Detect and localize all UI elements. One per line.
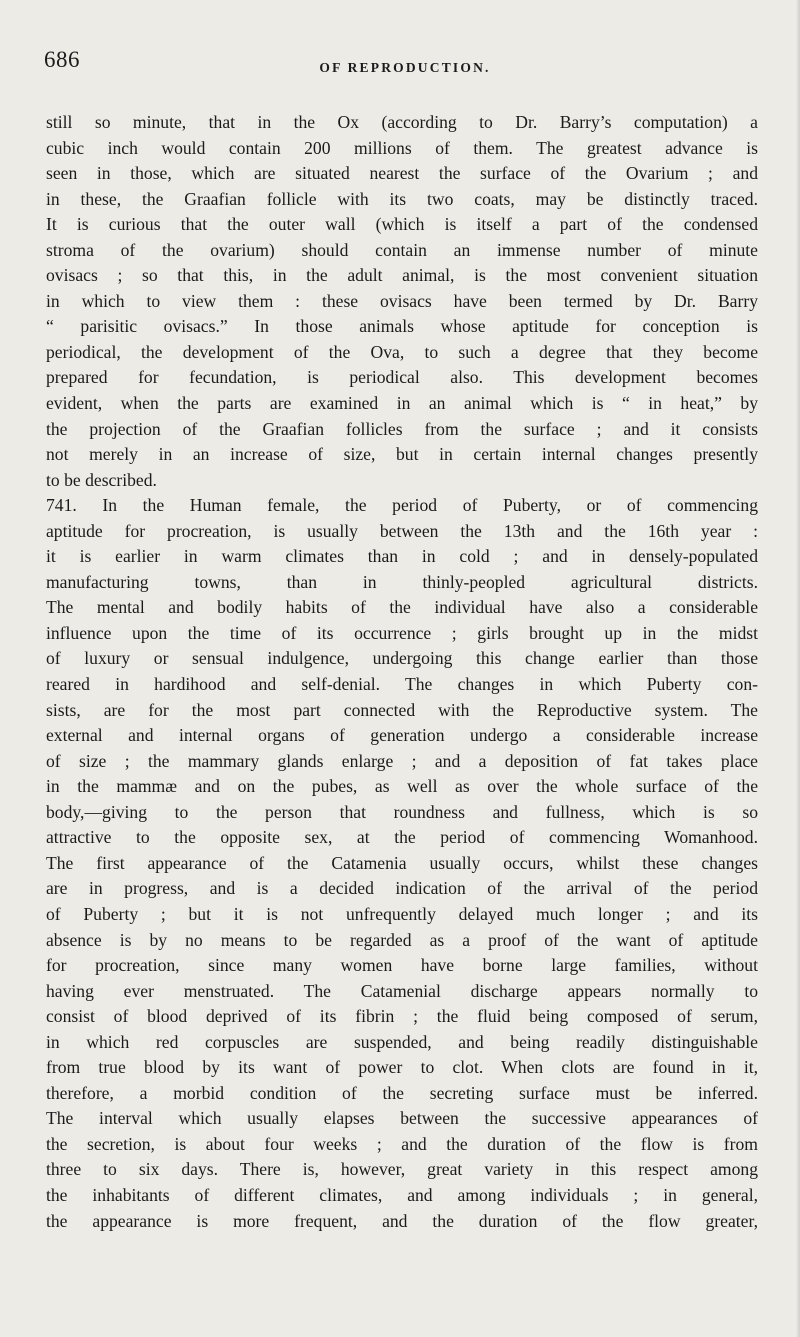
text-line: absence is by no means to be regarded as a proof of the want of aptitude [46, 929, 758, 950]
text-line: manufacturing towns, than in thinly-peopled agricultural districts. [46, 571, 758, 592]
text-line: The interval which usually elapses between the successive appearances of [46, 1108, 758, 1129]
text-line: The mental and bodily habits of the individual have also a considerable [46, 597, 758, 618]
text-line: therefore, a morbid condition of the secreting surface must be inferred. [46, 1082, 758, 1103]
text-line: in which to view them : these ovisacs have been termed by Dr. Barry [46, 290, 758, 311]
text-line: not merely in an increase of size, but in certain internal changes presently [46, 444, 758, 465]
text-line: the inhabitants of different climates, and among individuals ; in general, [46, 1184, 758, 1205]
text-line: it is earlier in warm climates than in cold ; and in densely-populated [46, 546, 758, 567]
text-line: from true blood by its want of power to clot. When clots are found in it, [46, 1057, 758, 1078]
text-line: of Puberty ; but it is not unfrequently delayed much longer ; and its [46, 903, 758, 924]
text-line: reared in hardihood and self-denial. The changes in which Puberty con- [46, 674, 758, 695]
text-line: for procreation, since many women have borne large families, without [46, 955, 758, 976]
text-line: It is curious that the outer wall (which is itself a part of the condensed [46, 214, 758, 235]
text-line: in the mammæ and on the pubes, as well as over the whole surface of the [46, 776, 758, 797]
text-line: seen in those, which are situated nearest the surface of the Ovarium ; and [46, 163, 758, 184]
text-line: attractive to the opposite sex, at the period of commencing Womanhood. [46, 827, 758, 848]
text-line: influence upon the time of its occurrence ; girls brought up in the midst [46, 622, 758, 643]
page-edge-shadow [796, 0, 800, 1337]
text-line: prepared for fecundation, is periodical also. This development becomes [46, 367, 758, 388]
text-line: of size ; the mammary glands enlarge ; and a deposition of fat takes place [46, 750, 758, 771]
text-line: evident, when the parts are examined in an animal which is “ in heat,” by [46, 393, 758, 414]
text-line: to be described. [46, 469, 157, 490]
paragraph-start: 741. In the Human female, the period of Puberty, or of commencing [46, 495, 758, 516]
text-line: the secretion, is about four weeks ; and the duration of the flow is from [46, 1133, 758, 1154]
text-line: sists, are for the most part connected with the Reproductive system. The [46, 699, 758, 720]
text-line: stroma of the ovarium) should contain an immense number of minute [46, 239, 758, 260]
page-number: 686 [44, 47, 80, 72]
text-line: “ parisitic ovisacs.” In those animals whose aptitude for conception is [46, 316, 758, 337]
text-line: periodical, the development of the Ova, to such a degree that they become [46, 341, 758, 362]
text-line: ovisacs ; so that this, in the adult animal, is the most convenient situation [46, 265, 758, 286]
text-line: body,—giving to the person that roundness and fullness, which is so [46, 801, 758, 822]
text-line: consist of blood deprived of its fibrin ; the fluid being composed of serum, [46, 1006, 758, 1027]
text-line: still so minute, that in the Ox (according to Dr. Barry’s computation) a [46, 112, 758, 132]
body-text [46, 110, 758, 1234]
text-line: are in progress, and is a decided indication of the arrival of the period [46, 878, 758, 899]
text-line: in these, the Graafian follicle with its two coats, may be distinctly traced. [46, 188, 758, 209]
text-line: of luxury or sensual indulgence, undergoing this change earlier than those [46, 648, 758, 669]
text-line: having ever menstruated. The Catamenial discharge appears normally to [46, 980, 758, 1001]
running-head: OF REPRODUCTION. [319, 60, 491, 75]
text-line: the projection of the Graafian follicles from the surface ; and it consists [46, 418, 758, 439]
text-line: in which red corpuscles are suspended, and being readily distinguishable [46, 1031, 758, 1052]
text-line: the appearance is more frequent, and the duration of the flow greater, [46, 1210, 758, 1231]
text-line: The first appearance of the Catamenia usually occurs, whilst these changes [46, 852, 758, 873]
text-line: cubic inch would contain 200 millions of them. The greatest advance is [46, 137, 758, 158]
text-line: external and internal organs of generation undergo a considerable increase [46, 725, 758, 746]
text-line: three to six days. There is, however, great variety in this respect among [46, 1159, 758, 1180]
text-line: aptitude for procreation, is usually between the 13th and the 16th year : [46, 520, 758, 541]
